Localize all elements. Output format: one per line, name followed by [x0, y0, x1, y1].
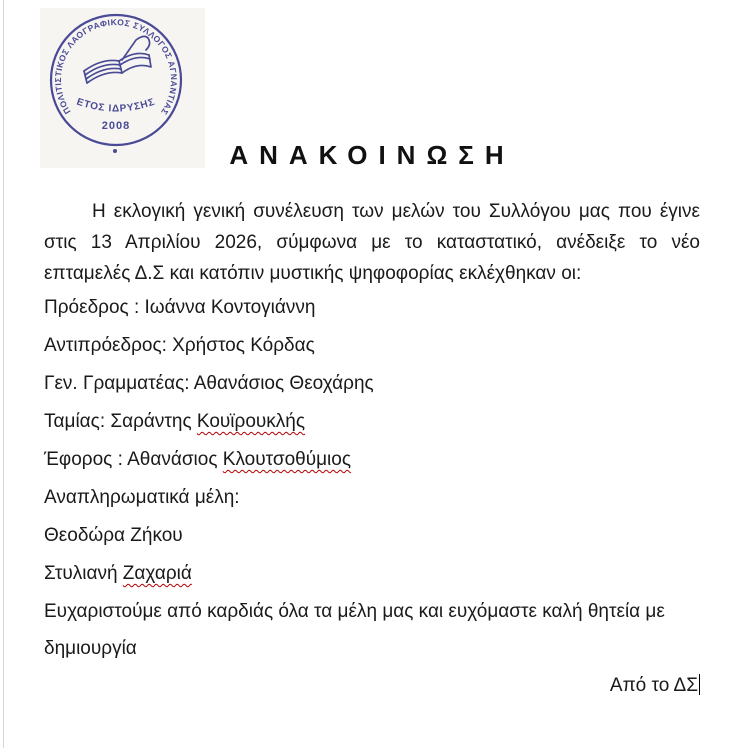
misspelled-word: Κουϊρουκλής — [196, 411, 306, 432]
stamp-ring-text: ΠΟΛΙΤΙΣΤΙΚΟΣ ΛΑΟΓΡΑΦΙΚΟΣ ΣΥΛΛΟΓΟΣ ΑΓΝΑΝΤΙΑΣ — [52, 17, 180, 117]
board-members-list — [44, 289, 700, 593]
board-line-text: Θεοδώρα Ζήκου — [44, 525, 183, 546]
stamp-founding-label: ΕΤΟΣ ΙΔΡΥΣΗΣ — [75, 96, 157, 115]
board-line-vice-president[interactable] — [44, 327, 700, 365]
stamp-founding-year: 2008 — [101, 120, 131, 132]
closing-paragraph[interactable]: Ευχαριστούμε από καρδιάς όλα τα μέλη μας και ευχόμαστε καλή θητεία με δημιουργία — [44, 601, 665, 659]
intro-paragraph[interactable]: Η εκλογική γενική συνέλευση των μελών του Συλλόγου μας που έγινε στις 13 Απριλίου 2026, σύμφωνα με το καταστατικό, ανέδειξε το νέο επταμελές Δ.Σ και κατόπιν μυστικής ψηφοφορίας εκλέχθηκαν οι: — [44, 201, 700, 284]
misspelled-word: Κλουτσοθύμιος — [222, 449, 351, 470]
signoff-line[interactable] — [44, 667, 700, 704]
board-line-alternate-1[interactable] — [44, 517, 700, 555]
board-line-secretary[interactable] — [44, 365, 700, 403]
board-line-text: Γεν. Γραμματέας: Αθανάσιος Θεοχάρης — [44, 373, 374, 394]
misspelled-word: Ζαχαριά — [122, 563, 192, 584]
page-title[interactable]: ΑΝΑΚΟΙΝΩΣΗ — [229, 140, 515, 170]
board-line-text: Ταμίας: Σαράντης — [44, 411, 197, 432]
board-line-text: Αντιπρόεδρος: Χρήστος Κόρδας — [44, 335, 315, 356]
board-line-alternates-heading[interactable] — [44, 479, 700, 517]
board-line-treasurer[interactable] — [44, 403, 700, 441]
board-line-president[interactable] — [44, 289, 700, 327]
board-line-curator[interactable] — [44, 441, 700, 479]
board-line-text: Στυλιανή — [44, 563, 123, 584]
board-line-alternate-2[interactable] — [44, 555, 700, 593]
board-line-text: Αναπληρωματικά μέλη: — [44, 487, 240, 508]
text-cursor — [699, 674, 700, 695]
signoff-text: Από το ΔΣ — [609, 675, 698, 696]
board-line-text: Πρόεδρος : Ιωάννα Κοντογιάννη — [44, 297, 316, 318]
board-line-text: Έφορος : Αθανάσιος — [44, 449, 223, 470]
